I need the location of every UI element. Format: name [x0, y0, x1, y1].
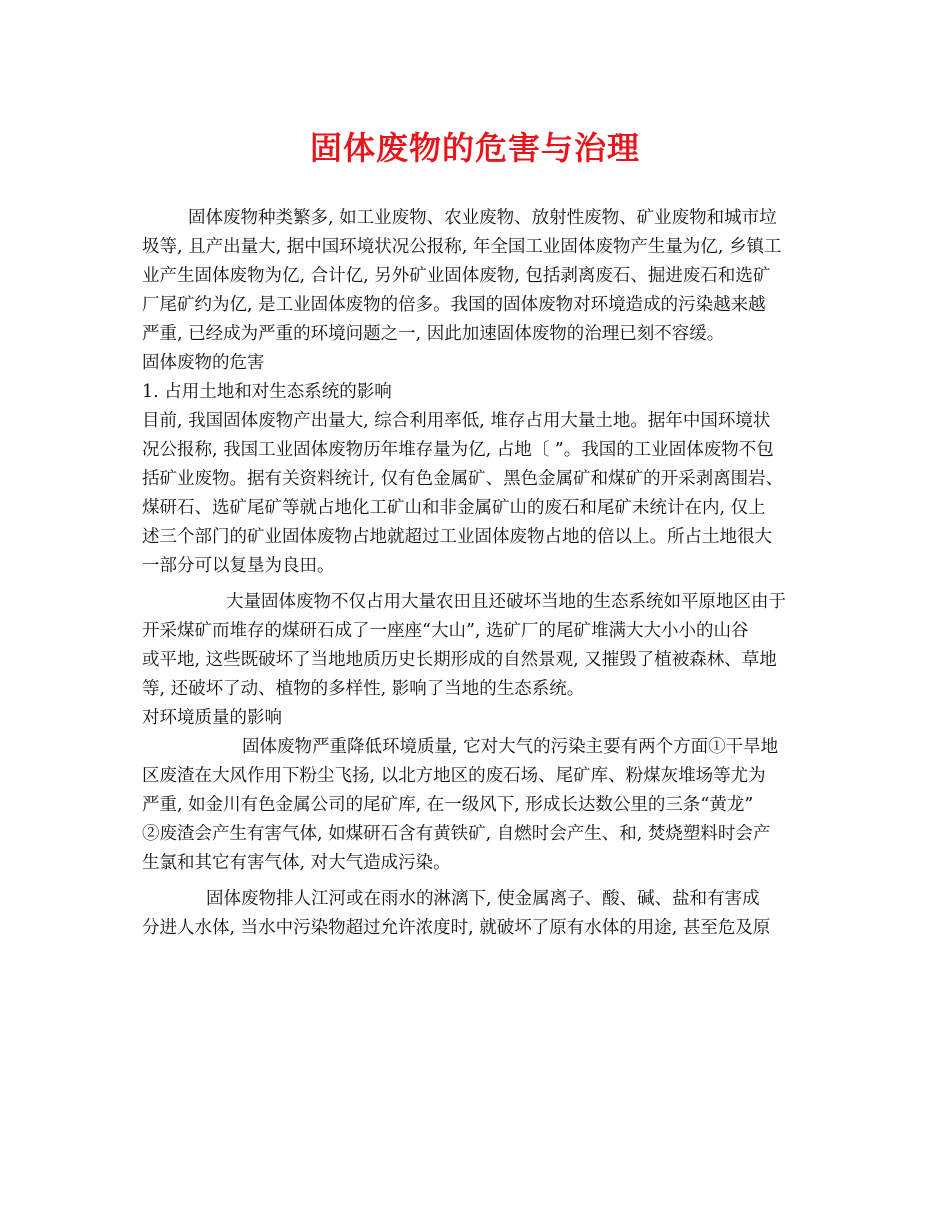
- paragraph-air-line-5: 生氯和其它有害气体, 对大气造成污染。: [142, 853, 451, 873]
- paragraph-air-line-3: 严重, 如金川有色金属公司的尾矿库, 在一级风下, 形成长达数公里的三条“黄龙”: [142, 795, 754, 815]
- paragraph-intro-line-5: 严重, 已经成为严重的环境问题之一, 因此加速固体废物的治理已刻不容缓。: [142, 324, 725, 344]
- paragraph-water-line-1: 固体废物排人江河或在雨水的淋漓下, 使金属离子、酸、碱、盐和有害成: [206, 889, 760, 909]
- paragraph-intro-line-4: 厂尾矿约为亿, 是工业固体废物的倍多。我国的固体废物对环境造成的污染越来越: [142, 295, 766, 315]
- paragraph-land-line-3: 括矿业废物。据有关资料统计, 仅有色金属矿、黑色金属矿和煤矿的开采剥离围岩、: [142, 469, 784, 489]
- paragraph-air-line-1: 固体废物严重降低环境质量, 它对大气的污染主要有两个方面①干旱地: [242, 737, 779, 757]
- paragraph-ecology-line-4: 等, 还破坏了动、植物的多样性, 影响了当地的生态系统。: [142, 679, 585, 699]
- paragraph-land-line-6: 一部分可以复垦为良田。: [142, 556, 335, 576]
- paragraph-land-line-5: 述三个部门的矿业固体废物占地就超过工业固体废物占地的倍以上。所占土地很大: [142, 527, 772, 547]
- paragraph-water-line-2: 分进人水体, 当水中污染物超过允许浓度时, 就破坏了原有水体的用途, 甚至危及原: [142, 918, 771, 938]
- paragraph-ecology-line-1: 大量固体废物不仅占用大量农田且还破坏当地的生态系统如平原地区由于: [226, 592, 786, 612]
- paragraph-intro-line-1: 固体废物种类繁多, 如工业废物、农业废物、放射性废物、矿业废物和城市垃: [188, 208, 777, 228]
- paragraph-intro-line-3: 业产生固体废物为亿, 合计亿, 另外矿业固体废物, 包括剥离废石、掘进废石和选矿: [142, 266, 771, 286]
- paragraph-ecology-line-3: 或平地, 这些既破坏了当地地质历史长期形成的自然景观, 又摧毁了植被森林、草地: [142, 650, 777, 670]
- paragraph-air-line-4: ②废渣会产生有害气体, 如煤研石含有黄铁矿, 自燃时会产生、和, 焚烧塑料时会产: [142, 824, 771, 844]
- paragraph-land-line-4: 煤研石、选矿尾矿等就占地化工矿山和非金属矿山的废石和尾矿未统计在内, 仅上: [142, 498, 766, 518]
- document-title: 固体废物的危害与治理: [309, 129, 640, 167]
- subsection-heading-environment: 对环境质量的影响: [142, 708, 282, 728]
- paragraph-land-line-1: 目前, 我国固体废物产出量大, 综合利用率低, 堆存占用大量土地。据年中国环境状: [142, 411, 771, 431]
- subsection-heading-land: 1. 占用土地和对生态系统的影响: [142, 382, 392, 402]
- document-body: [142, 204, 818, 943]
- section-heading-hazards: 固体废物的危害: [142, 353, 265, 373]
- paragraph-ecology-line-2: 开采煤矿而堆存的煤研石成了一座座“大山”, 选矿厂的尾矿堆满大大小小的山谷: [142, 621, 749, 641]
- paragraph-intro-line-2: 圾等, 且产出量大, 据中国环境状况公报称, 年全国工业固体废物产生量为亿, 乡镇工: [142, 237, 782, 257]
- paragraph-air-line-2: 区废渣在大风作用下粉尘飞扬, 以北方地区的废石场、尾矿库、粉煤灰堆场等尤为: [142, 766, 766, 786]
- paragraph-land-line-2: 况公报称, 我国工业固体废物历年堆存量为亿, 占地〔 ”。我国的工业固体废物不包: [142, 440, 774, 460]
